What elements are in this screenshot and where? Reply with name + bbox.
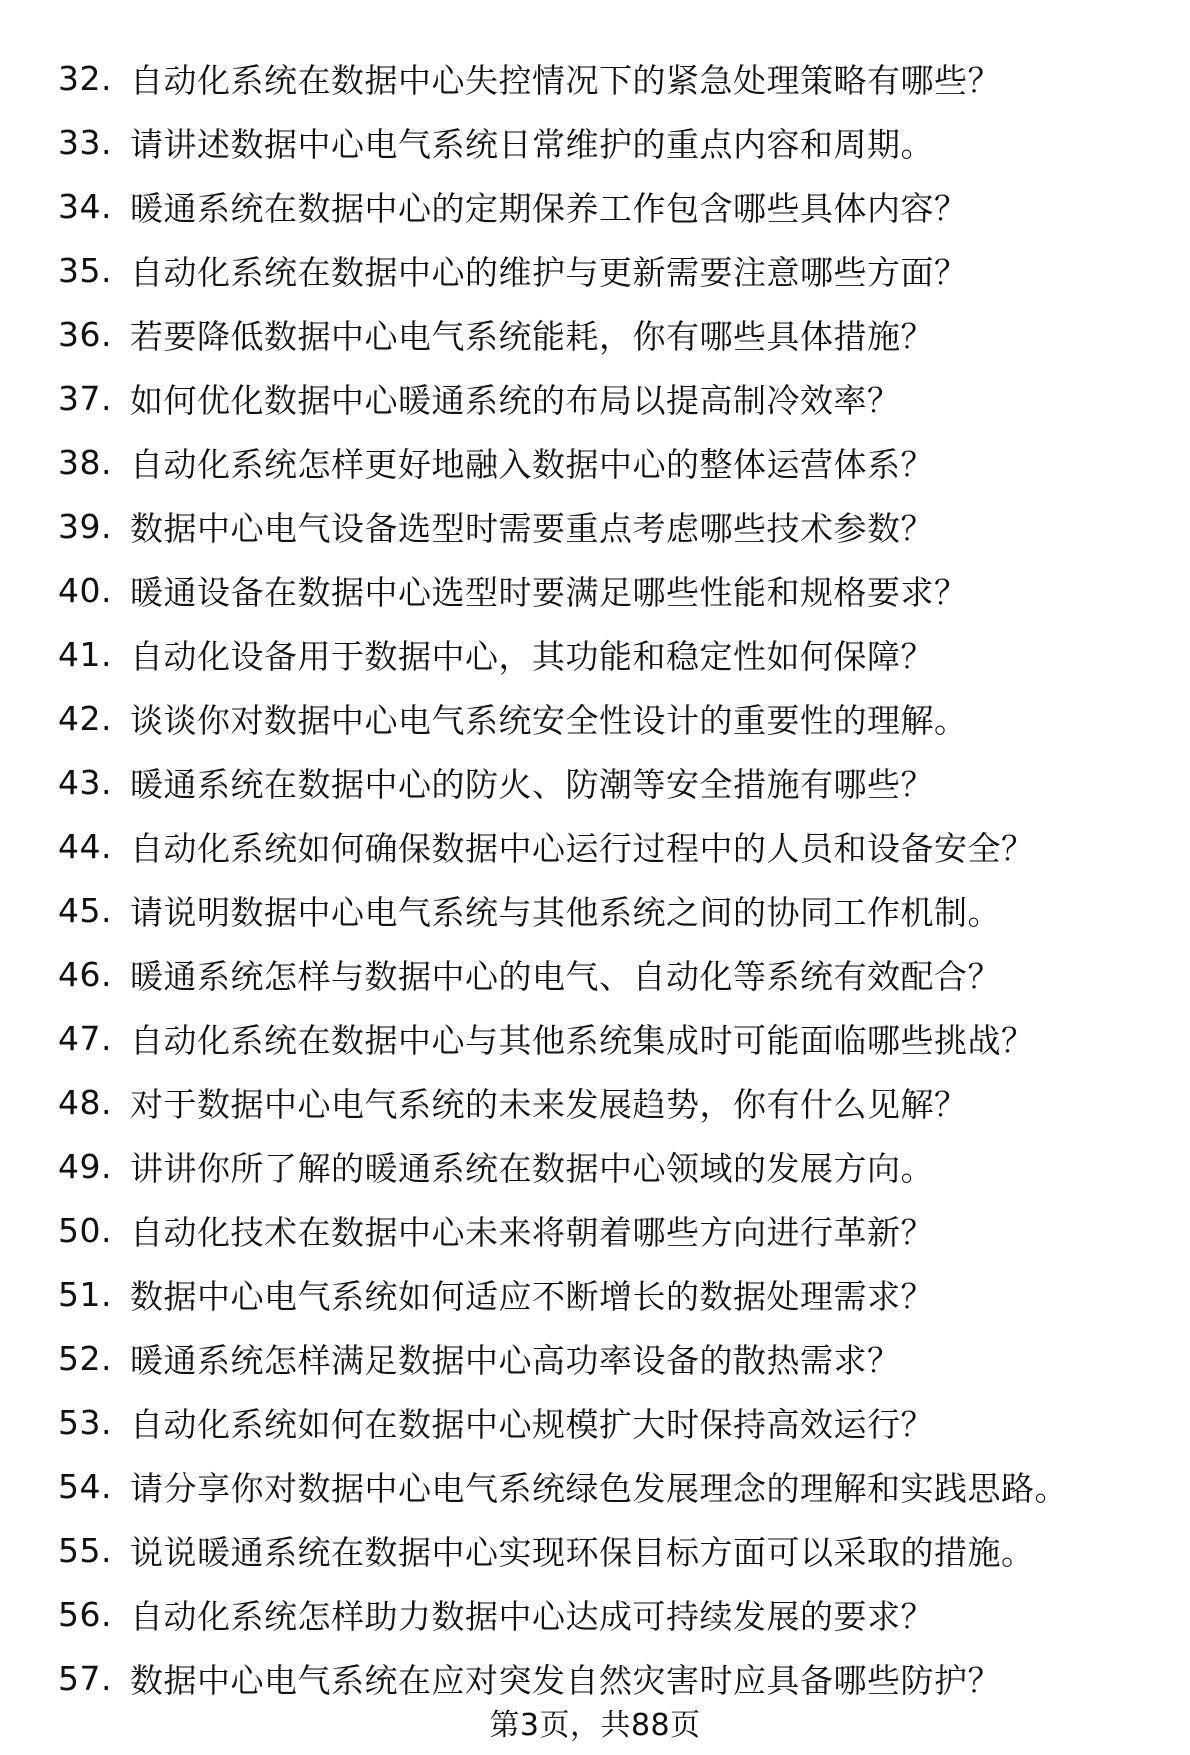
question-text: 如何优化数据中心暖通系统的布局以提高制冷效率？ — [130, 380, 901, 420]
question-item — [0, 814, 1190, 878]
question-text: 数据中心电气系统如何适应不断增长的数据处理需求？ — [130, 1276, 934, 1316]
question-number: 32. — [58, 58, 112, 98]
question-text: 暖通系统怎样满足数据中心高功率设备的散热需求？ — [130, 1340, 901, 1380]
question-list — [0, 46, 1190, 1710]
question-item — [0, 110, 1190, 174]
question-number: 33. — [58, 122, 112, 162]
question-item — [0, 1454, 1190, 1518]
question-number: 44. — [58, 826, 112, 866]
question-text: 对于数据中心电气系统的未来发展趋势，你有什么见解？ — [130, 1084, 968, 1124]
question-text: 暖通系统在数据中心的定期保养工作包含哪些具体内容？ — [130, 188, 968, 228]
question-number: 54. — [58, 1466, 112, 1506]
question-text: 自动化系统如何在数据中心规模扩大时保持高效运行？ — [130, 1404, 934, 1444]
question-item — [0, 750, 1190, 814]
question-item — [0, 494, 1190, 558]
question-number: 50. — [58, 1210, 112, 1250]
question-number: 52. — [58, 1338, 112, 1378]
question-item — [0, 366, 1190, 430]
question-number: 55. — [58, 1530, 112, 1570]
question-item — [0, 1518, 1190, 1582]
question-item — [0, 302, 1190, 366]
question-item — [0, 1326, 1190, 1390]
question-number: 57. — [58, 1658, 112, 1698]
question-text: 讲讲你所了解的暖通系统在数据中心领域的发展方向。 — [130, 1148, 934, 1188]
question-text: 请分享你对数据中心电气系统绿色发展理念的理解和实践思路。 — [130, 1468, 1068, 1508]
question-number: 37. — [58, 378, 112, 418]
question-item — [0, 1070, 1190, 1134]
question-item — [0, 174, 1190, 238]
question-item — [0, 1198, 1190, 1262]
question-text: 自动化系统在数据中心的维护与更新需要注意哪些方面？ — [130, 252, 968, 292]
question-item — [0, 558, 1190, 622]
question-text: 自动化系统怎样更好地融入数据中心的整体运营体系？ — [130, 444, 934, 484]
question-text: 数据中心电气系统在应对突发自然灾害时应具备哪些防护？ — [130, 1660, 1001, 1700]
question-item — [0, 430, 1190, 494]
question-item — [0, 1262, 1190, 1326]
question-text: 请说明数据中心电气系统与其他系统之间的协同工作机制。 — [130, 892, 1001, 932]
question-number: 36. — [58, 314, 112, 354]
question-item — [0, 878, 1190, 942]
question-item — [0, 1134, 1190, 1198]
question-number: 51. — [58, 1274, 112, 1314]
question-text: 请讲述数据中心电气系统日常维护的重点内容和周期。 — [130, 124, 934, 164]
question-number: 40. — [58, 570, 112, 610]
question-text: 自动化系统在数据中心与其他系统集成时可能面临哪些挑战？ — [130, 1020, 1035, 1060]
question-text: 自动化设备用于数据中心，其功能和稳定性如何保障？ — [130, 636, 934, 676]
question-text: 自动化技术在数据中心未来将朝着哪些方向进行革新？ — [130, 1212, 934, 1252]
question-text: 数据中心电气设备选型时需要重点考虑哪些技术参数？ — [130, 508, 934, 548]
question-number: 56. — [58, 1594, 112, 1634]
question-text: 自动化系统怎样助力数据中心达成可持续发展的要求？ — [130, 1596, 934, 1636]
question-text: 说说暖通系统在数据中心实现环保目标方面可以采取的措施。 — [130, 1532, 1035, 1572]
question-text: 自动化系统在数据中心失控情况下的紧急处理策略有哪些？ — [130, 60, 1001, 100]
question-number: 39. — [58, 506, 112, 546]
question-number: 45. — [58, 890, 112, 930]
question-number: 34. — [58, 186, 112, 226]
question-item — [0, 1582, 1190, 1646]
question-number: 42. — [58, 698, 112, 738]
question-text: 暖通系统怎样与数据中心的电气、自动化等系统有效配合？ — [130, 956, 1001, 996]
question-number: 43. — [58, 762, 112, 802]
question-number: 35. — [58, 250, 112, 290]
page-number-footer: 第3页，共88页 — [489, 1708, 701, 1743]
question-number: 53. — [58, 1402, 112, 1442]
question-item — [0, 1006, 1190, 1070]
question-number: 38. — [58, 442, 112, 482]
question-item — [0, 686, 1190, 750]
question-text: 自动化系统如何确保数据中心运行过程中的人员和设备安全？ — [130, 828, 1035, 868]
question-number: 48. — [58, 1082, 112, 1122]
question-text: 暖通系统在数据中心的防火、防潮等安全措施有哪些？ — [130, 764, 934, 804]
question-item — [0, 622, 1190, 686]
question-number: 46. — [58, 954, 112, 994]
question-number: 47. — [58, 1018, 112, 1058]
question-text: 若要降低数据中心电气系统能耗，你有哪些具体措施？ — [130, 316, 934, 356]
question-text: 暖通设备在数据中心选型时要满足哪些性能和规格要求？ — [130, 572, 968, 612]
question-item — [0, 46, 1190, 110]
question-item — [0, 238, 1190, 302]
question-number: 41. — [58, 634, 112, 674]
question-text: 谈谈你对数据中心电气系统安全性设计的重要性的理解。 — [130, 700, 968, 740]
question-item — [0, 1390, 1190, 1454]
question-number: 49. — [58, 1146, 112, 1186]
question-item — [0, 942, 1190, 1006]
